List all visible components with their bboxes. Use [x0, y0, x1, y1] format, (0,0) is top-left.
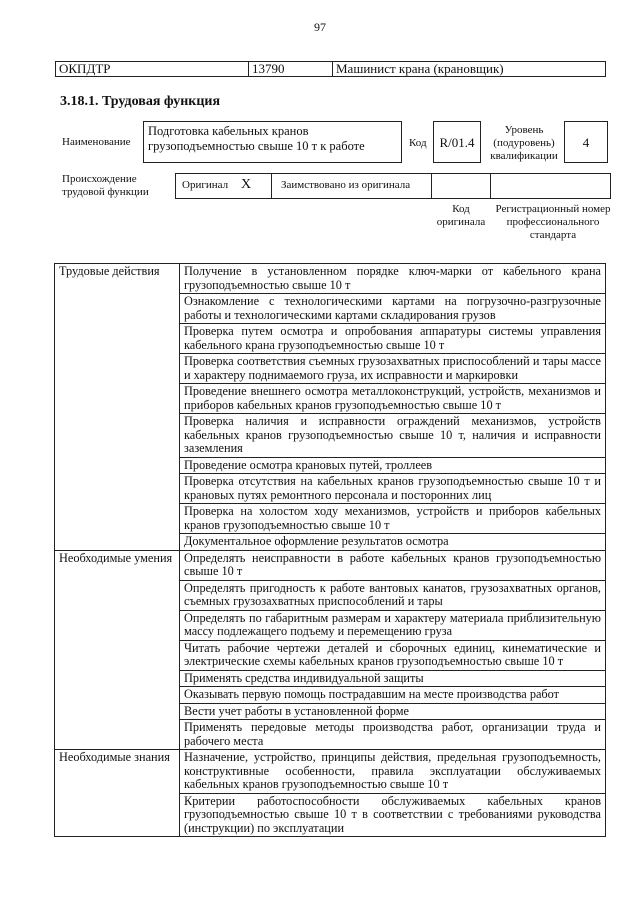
required-skills-item: Определять по габаритным размерам и характеру материала приблизительную массу подлежащего подъему и перемещению груза [180, 610, 606, 640]
labor-actions-label: Трудовые действия [55, 264, 180, 551]
required-skills-item: Применять передовые методы производства работ, организации труда и рабочего места [180, 720, 606, 750]
origin-divider [490, 173, 491, 199]
required-skills-item: Вести учет работы в установленной форме [180, 703, 606, 720]
okpdtr-label: ОКПДТР [56, 62, 249, 77]
required-skills-label: Необходимые умения [55, 550, 180, 750]
required-skills-item: Применять средства индивидуальной защиты [180, 670, 606, 687]
labor-actions-item: Документальное оформление результатов осмотра [180, 534, 606, 551]
table-row [55, 550, 606, 580]
code-of-original-label: Код оригинала [436, 203, 486, 228]
labor-actions-item: Ознакомление с технологическими картами на погрузочно-разгрузочные работы и технологическими картами складирования грузов [180, 294, 606, 324]
table-row [55, 750, 606, 794]
required-skills-item: Оказывать первую помощь пострадавшим на месте производства работ [180, 687, 606, 704]
origin-divider [431, 173, 432, 199]
qualification-level-value: 4 [564, 121, 608, 163]
required-skills-item: Определять неисправности в работе кабельных кранов грузоподъемностью свыше 10 т [180, 550, 606, 580]
original-label: Оригинал [182, 179, 229, 191]
origin-divider [271, 173, 272, 199]
labor-actions-item: Проведение внешнего осмотра металлоконструкций, устройств, механизмов и приборов кабельных кранов грузоподъемностью свыше 10 т [180, 384, 606, 414]
qualification-level-label: Уровень (подуровень) квалификации [490, 124, 558, 162]
okpdtr-title: Машинист крана (крановщик) [333, 62, 606, 77]
borrowed-label: Заимствовано из оригинала [281, 179, 411, 191]
labor-actions-item: Проверка путем осмотра и опробования аппаратуры системы управления кабельного крана грузоподъемностью свыше 10 т [180, 324, 606, 354]
section-heading: 3.18.1. Трудовая функция [60, 94, 221, 109]
labor-actions-item: Проведение осмотра крановых путей, троллеев [180, 457, 606, 474]
function-code: R/01.4 [433, 121, 481, 163]
registration-number-label: Регистрационный номер профессионального стандарта [495, 203, 611, 241]
labor-actions-item: Проверка отсутствия на кабельных кранов грузоподъемностью свыше 10 т и крановых путях ремонтного персонала и посторонних лиц [180, 474, 606, 504]
okpdtr-table [55, 61, 606, 77]
labor-actions-item: Получение в установленном порядке ключ-марки от кабельного крана грузоподъемностью свыше 10 т [180, 264, 606, 294]
table-row [55, 264, 606, 294]
origin-label: Происхождение трудовой функции [62, 173, 149, 198]
code-label: Код [409, 137, 427, 149]
required-skills-item: Определять пригодность к работе вантовых канатов, грузозахватных органов, съемных грузозахватных приспособлений и тары [180, 580, 606, 610]
required-knowledge-label: Необходимые знания [55, 750, 180, 837]
original-mark: X [241, 177, 252, 192]
page-number: 97 [314, 20, 326, 34]
labor-actions-item: Проверка на холостом ходу механизмов, устройств и приборов кабельных кранов грузоподъемностью свыше 10 т [180, 504, 606, 534]
okpdtr-code: 13790 [249, 62, 333, 77]
required-skills-item: Читать рабочие чертежи деталей и сборочных единиц, кинематические и электрические схемы кабельных кранов грузоподъемностью свыше 10 т [180, 640, 606, 670]
required-knowledge-item: Назначение, устройство, принципы действия, предельная грузоподъемность, конструктивные особенности, правила эксплуатации обслуживаемых кабельных кранов грузоподъемностью свыше 10 т [180, 750, 606, 794]
labor-actions-item: Проверка соответствия съемных грузозахватных приспособлений и тары массе и характеру поднимаемого груза, их исправности и маркировки [180, 354, 606, 384]
name-label: Наименование [62, 136, 131, 148]
required-knowledge-item: Критерии работоспособности обслуживаемых кабельных кранов грузоподъемностью свыше 10 т в соответствии с требованиями руководства (инструкции) по эксплуатации [180, 793, 606, 837]
labor-function-table [54, 263, 606, 837]
function-name: Подготовка кабельных кранов грузоподъемностью свыше 10 т к работе [143, 121, 402, 163]
labor-actions-item: Проверка наличия и исправности ограждений механизмов, устройств кабельных кранов грузоподъемностью свыше 10 т, наличия и исправности заземления [180, 414, 606, 458]
